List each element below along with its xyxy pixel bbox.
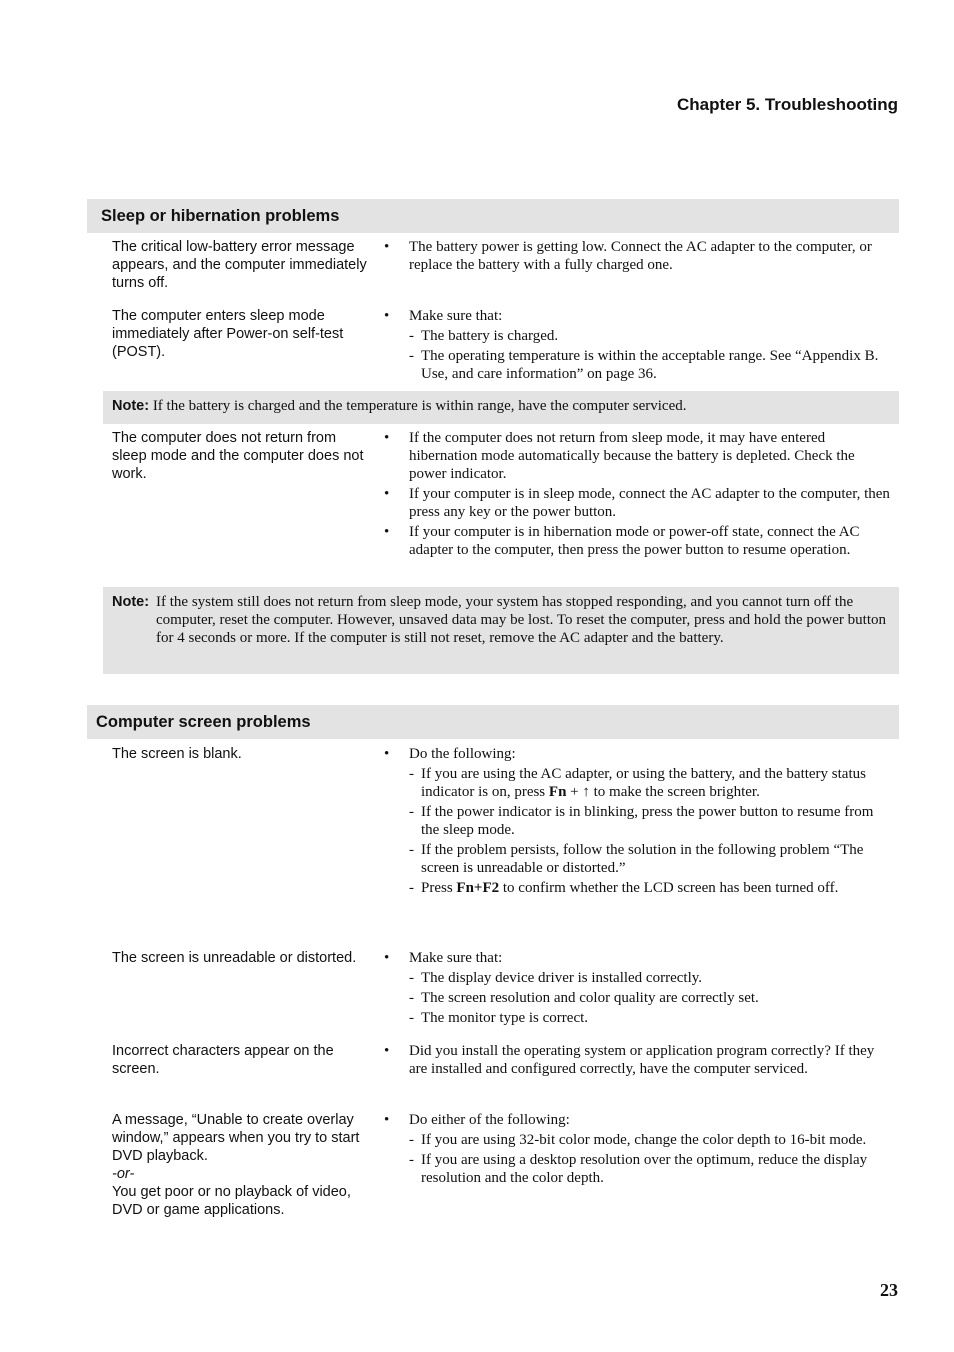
key-fn: Fn (548, 784, 567, 800)
key-fn-f2: Fn+F2 (456, 880, 500, 896)
list-item: • Make sure that: (384, 949, 894, 967)
list-item: • Do the following: (384, 745, 894, 763)
sub-item (384, 879, 894, 897)
problem-text: The critical low-battery error message appears, and the computer immediately turns off. (112, 239, 367, 291)
list-item: • Do either of the following: (384, 1111, 894, 1129)
note-label: Note: (112, 398, 150, 414)
section-title-sleep: Sleep or hibernation problems (87, 199, 899, 233)
solution-list (384, 238, 894, 276)
solution-list (384, 429, 894, 561)
problem-text: The computer does not return from sleep mode and the computer does not work. (112, 430, 364, 482)
sub-item: - The monitor type is correct. (384, 1009, 894, 1027)
list-item: • If your computer is in hibernation mode or power-off state, connect the AC adapter to the computer, then press the power button to resume operation. (384, 523, 894, 559)
page-number: 23 (880, 1280, 898, 1300)
sub-item: - If the power indicator is in blinking, press the power button to resume from the sleep mode. (384, 803, 894, 839)
sub-item: - The operating temperature is within the acceptable range. See “Appendix B. Use, and care information” on page 36. (384, 347, 894, 383)
problem-text: The computer enters sleep mode immediately after Power-on self-test (POST). (112, 308, 344, 360)
sub-item: - The battery is charged. (384, 327, 894, 345)
sub-item-text: If you are using the AC adapter, or using the battery, and the battery status indicator is on, press (421, 766, 866, 800)
solution-list (384, 949, 894, 1027)
sub-item: - The screen resolution and color quality are correctly set. (384, 989, 894, 1007)
list-item: • If your computer is in sleep mode, connect the AC adapter to the computer, then press any key or the power button. (384, 485, 894, 521)
sub-item-text: Press (421, 880, 457, 896)
problem-text: The screen is blank. (112, 746, 242, 762)
sub-item: - If you are using a desktop resolution over the optimum, reduce the display resolution and the color depth. (384, 1151, 894, 1187)
problem-text-a: A message, “Unable to create overlay window,” appears when you try to start DVD playback. (112, 1112, 360, 1164)
sub-item-text: to make the screen brighter. (589, 784, 760, 800)
solution-list (384, 1042, 894, 1080)
section-title-screen: Computer screen problems (87, 705, 899, 739)
sub-item: - The display device driver is installed correctly. (384, 969, 894, 987)
problem-text: The screen is unreadable or distorted. (112, 950, 357, 966)
list-item: • Make sure that: (384, 307, 894, 325)
solution-list (384, 1111, 894, 1187)
sub-item: - If the problem persists, follow the solution in the following problem “The screen is unreadable or distorted.” (384, 841, 894, 877)
note-box (103, 391, 899, 424)
or-separator: -or- (112, 1166, 135, 1182)
problem-text: Incorrect characters appear on the screen. (112, 1043, 334, 1077)
list-item: • If the computer does not return from sleep mode, it may have entered hibernation mode automatically because the battery is depleted. Check the power indicator. (384, 429, 894, 483)
list-item: • Did you install the operating system or application program correctly? If they are installed and configured correctly, have the computer serviced. (384, 1042, 894, 1078)
solution-list (384, 307, 894, 383)
arrow-up-icon: ↑ (582, 784, 590, 800)
list-item: • The battery power is getting low. Connect the AC adapter to the computer, or replace the battery with a fully charged one. (384, 238, 894, 274)
problem-text-b: You get poor or no playback of video, DVD or game applications. (112, 1184, 351, 1218)
note-box (103, 587, 899, 674)
chapter-header: Chapter 5. Troubleshooting (676, 95, 898, 114)
note-text: If the battery is charged and the temperature is within range, have the computer serviced. (152, 398, 687, 414)
sub-item-text: to confirm whether the LCD screen has been turned off. (499, 880, 839, 896)
sub-item (384, 765, 894, 801)
problem-text (112, 1111, 367, 1219)
solution-list (384, 745, 894, 897)
sub-item: - If you are using 32-bit color mode, change the color depth to 16-bit mode. (384, 1131, 894, 1149)
note-text: If the system still does not return from sleep mode, your system has stopped responding, and you cannot turn off the computer, reset the computer. However, unsaved data may be lost. To reset the computer, press and hold the power button for 4 seconds or more. If the computer is still not reset, remove the AC adapter and the battery. (156, 594, 886, 646)
plus-sign: + (566, 784, 583, 800)
note-label: Note: (112, 594, 150, 610)
